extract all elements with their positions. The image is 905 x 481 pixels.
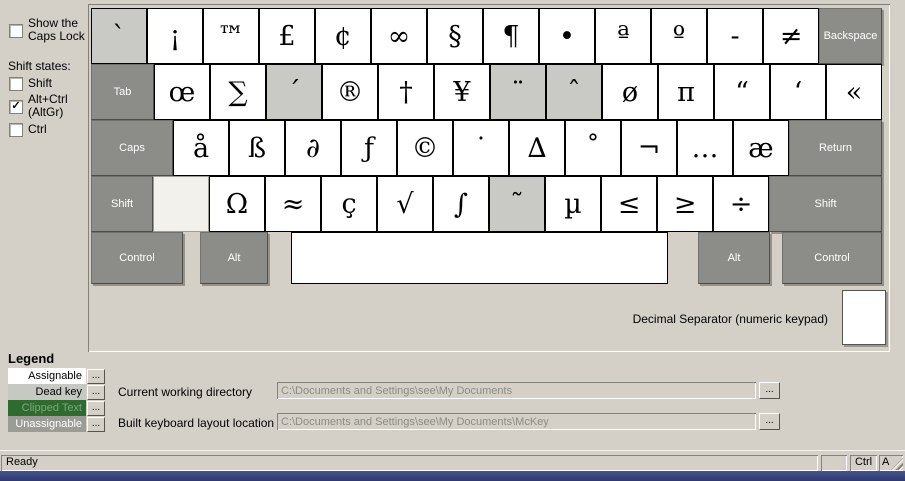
key-section[interactable]: § [427,8,483,64]
key-circumflex-dead[interactable]: ˆ [546,64,602,120]
key-diaeresis-dead[interactable]: ¨ [490,64,546,120]
show-caps-lock-label: Show the Caps Lock [28,16,85,43]
key-alt-left[interactable]: Alt [200,232,268,284]
statusbar-divider [0,450,905,451]
key-bullet[interactable]: • [539,8,595,64]
key-not-equal[interactable]: ≠ [763,8,819,64]
key-delta[interactable]: ∆ [509,120,565,176]
legend-row-assignable [8,368,105,384]
key-sum[interactable]: ∑ [210,64,266,120]
key-copyright[interactable]: © [397,120,453,176]
key-oslash[interactable]: ø [602,64,658,120]
legend-title: Legend [8,351,55,366]
working-directory-field[interactable] [277,382,756,399]
keyboard-row-5 [91,232,882,284]
key-sharp-s[interactable]: ß [229,120,285,176]
key-almost-equal[interactable]: ≈ [265,176,321,232]
key-decimal-separator[interactable] [842,290,886,345]
keyboard-row-4 [91,176,882,232]
key-left-double-quote[interactable]: “ [714,64,770,120]
key-grave-dead[interactable]: ` [91,8,147,64]
layout-location-field[interactable] [277,413,756,430]
key-dash[interactable]: - [707,8,763,64]
key-ring-above[interactable]: ˚ [565,120,621,176]
ctrl-checkbox-label: Ctrl [28,122,47,136]
shift-checkbox-label: Shift [28,76,53,90]
status-ctrl-indicator: Ctrl [850,455,877,471]
key-dot-above[interactable]: ˙ [453,120,509,176]
layout-location-browse-button[interactable]: ... [759,413,780,430]
key-cent[interactable]: ¢ [315,8,371,64]
key-less-equal[interactable]: ≤ [601,176,657,232]
key-divide[interactable]: ÷ [713,176,769,232]
key-infinity[interactable]: ∞ [371,8,427,64]
altgr-checkmark: ✓ [11,100,21,112]
taskbar-strip [0,471,905,481]
key-aring[interactable]: å [173,120,229,176]
key-acute-dead[interactable]: ´ [266,64,322,120]
key-pi[interactable]: π [658,64,714,120]
legend-swatch-label: Assignable [8,368,86,384]
key-ordinal-o[interactable]: º [651,8,707,64]
layout-location-label: Built keyboard layout location [118,416,275,430]
key-mu[interactable]: µ [545,176,601,232]
ctrl-checkbox[interactable] [9,123,23,137]
legend-color-button[interactable]: ... [87,417,105,432]
key-pilcrow[interactable]: ¶ [483,8,539,64]
key-sqrt[interactable]: √ [377,176,433,232]
key-dagger[interactable]: † [378,64,434,120]
key-backspace[interactable]: Backspace [819,8,882,64]
legend-swatch-label: Unassignable [8,416,86,432]
legend-row-unassignable [8,416,105,432]
key-pound[interactable]: £ [259,8,315,64]
key-control-left[interactable]: Control [91,232,183,284]
key-trademark[interactable]: ™ [203,8,259,64]
status-a-indicator: A [879,455,903,471]
legend-row-clipped-text [8,400,105,416]
key-registered[interactable]: ® [322,64,378,120]
key-tilde-dead[interactable]: ˜ [489,176,545,232]
key-ellipsis[interactable]: … [677,120,733,176]
legend-color-button[interactable]: ... [87,369,105,384]
key-integral[interactable]: ∫ [433,176,489,232]
altgr-checkbox[interactable] [9,100,23,114]
key-control-right[interactable]: Control [782,232,882,284]
altgr-checkbox-label: Alt+Ctrl (AltGr) [28,92,68,119]
key-ordinal-a[interactable]: ª [595,8,651,64]
key-florin[interactable]: ƒ [341,120,397,176]
key-space[interactable] [291,232,668,284]
key-guillemet[interactable]: « [826,64,882,120]
key-shift-right[interactable]: Shift [769,176,882,232]
key-alt-right[interactable]: Alt [698,232,770,284]
key-ccedilla[interactable]: ç [321,176,377,232]
key-tab[interactable]: Tab [91,64,154,120]
key-yen[interactable]: ¥ [434,64,490,120]
keyboard-row-3 [91,120,882,176]
key-return[interactable]: Return [789,120,882,176]
legend-swatch-label: Dead key [8,384,86,400]
legend-swatch-label: Clipped Text [8,400,86,416]
keyboard-row-1 [91,8,882,64]
shift-states-label: Shift states: [8,59,71,73]
key-iso-blank[interactable] [153,176,209,232]
shift-checkbox[interactable] [9,77,23,91]
key-left-single-quote[interactable]: ‘ [770,64,826,120]
key-greater-equal[interactable]: ≥ [657,176,713,232]
keyboard-row-2 [91,64,882,120]
status-empty-panel [821,455,847,471]
decimal-separator-label: Decimal Separator (numeric keypad) [632,312,828,326]
key-caps[interactable]: Caps [91,120,173,176]
legend-color-button[interactable]: ... [87,401,105,416]
key-partial[interactable]: ∂ [285,120,341,176]
legend-row-dead-key [8,384,105,400]
key-inverted-exclamation[interactable]: ¡ [147,8,203,64]
legend-color-button[interactable]: ... [87,385,105,400]
key-oe[interactable]: œ [154,64,210,120]
show-caps-lock-checkbox[interactable] [9,24,23,38]
key-shift-left[interactable]: Shift [91,176,153,232]
working-directory-label: Current working directory [118,385,253,399]
key-not-sign[interactable]: ¬ [621,120,677,176]
key-ae[interactable]: æ [733,120,789,176]
keyboard-panel [88,4,890,352]
key-omega[interactable]: Ω [209,176,265,232]
status-ready-panel: Ready [1,455,818,471]
working-directory-browse-button[interactable]: ... [759,382,780,399]
